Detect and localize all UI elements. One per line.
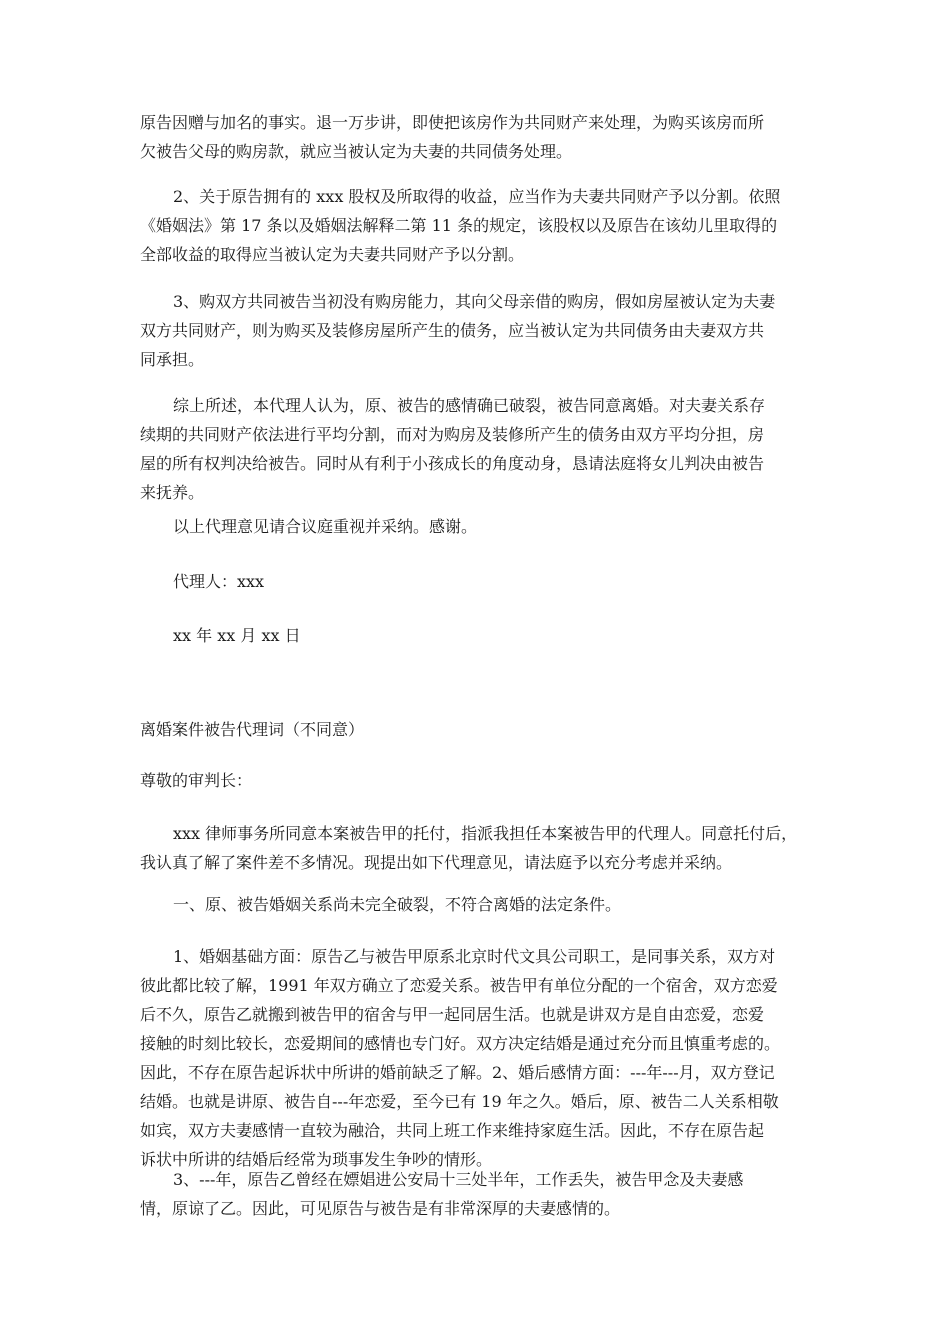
text-line: 如宾，双方夫妻感情一直较为融洽，共同上班工作来维持家庭生活。因此，不存在原告起 [140,1121,765,1140]
text-line: 彼此都比较了解，1991 年双方确立了恋爱关系。被告甲有单位分配的一个宿舍，双方恋爱 [140,976,778,995]
salutation [140,766,820,795]
text-line: 1、婚姻基础方面：原告乙与被告甲原系北京时代文具公司职工，是同事关系，双方对 [173,947,776,966]
text-line: 后不久，原告乙就搬到被告甲的宿舍与甲一起同居生活。也就是讲双方是自由恋爱，恋爱 [140,1005,765,1024]
text-line: xx 年 xx 月 xx 日 [173,626,301,645]
paragraph-gift-name-fact [140,108,820,166]
text-line: 因此，不存在原告起诉状中所讲的婚前缺乏了解。2、婚后感情方面：---年---月，双方登记 [140,1063,775,1082]
signature-date [140,621,820,650]
text-line: 续期的共同财产依法进行平均分割，而对为购房及装修所产生的债务由双方平均分担，房 [140,425,765,444]
text-line: 3、购双方共同被告当初没有购房能力，其向父母亲借的购房，假如房屋被认定为夫妻 [173,292,776,311]
paragraph-conclusion [140,391,820,507]
text-line: 原告因赠与加名的事实。退一万步讲，即使把该房作为共同财产来处理，为购买该房而所 [140,113,765,132]
text-line: 《婚姻法》第 17 条以及婚姻法解释二第 11 条的规定，该股权以及原告在该幼儿里取得的 [140,216,778,235]
text-line: 屋的所有权判决给被告。同时从有利于小孩成长的角度动身，恳请法庭将女儿判决由被告 [140,454,765,473]
text-line: 2、关于原告拥有的 xxx 股权及所取得的收益，应当作为夫妻共同财产予以分割。依照 [173,187,781,206]
text-line: 欠被告父母的购房款，就应当被认定为夫妻的共同债务处理。 [140,142,573,161]
text-line: 3、---年，原告乙曾经在嫖娼进公安局十三处半年，工作丢失，被告甲念及夫妻感 [173,1170,744,1189]
heading-marriage-not-broken [140,890,820,919]
paragraph-engagement [140,819,820,877]
text-line: 接触的时刻比较长，恋爱期间的感情也专门好。双方决定结婚是通过充分而且慎重考虑的。 [140,1034,781,1053]
text-line: 尊敬的审判长： [140,771,253,790]
text-line: 离婚案件被告代理词（不同意） [140,720,365,739]
text-line: 以上代理意见请合议庭重视并采纳。感谢。 [173,517,478,536]
paragraph-marriage-basis [140,942,820,1174]
section-title [140,715,820,744]
text-line: 诉状中所讲的结婚后经常为琐事发生争吵的情形。 [140,1150,493,1169]
text-line: 结婚。也就是讲原、被告自---年恋爱，至今已有 19 年之久。婚后，原、被告二人关系相敬 [140,1092,779,1111]
paragraph-joint-debt [140,287,820,374]
text-line: xxx 律师事务所同意本案被告甲的托付，指派我担任本案被告甲的代理人。同意托付后， [173,824,798,843]
text-line: 我认真了解了案件差不多情况。现提出如下代理意见，请法庭予以充分考虑并采纳。 [140,853,733,872]
text-line: 代理人：xxx [173,572,265,591]
text-line: 双方共同财产，则为购买及装修房屋所产生的债务，应当被认定为共同债务由夫妻双方共 [140,321,765,340]
paragraph-closing-thanks [140,512,820,541]
paragraph-forgiveness [140,1165,820,1223]
text-line: 一、原、被告婚姻关系尚未完全破裂，不符合离婚的法定条件。 [173,895,622,914]
text-line: 同承担。 [140,350,205,369]
text-line: 来抚养。 [140,483,205,502]
agent-signature [140,567,820,596]
text-line: 情，原谅了乙。因此，可见原告与被告是有非常深厚的夫妻感情的。 [140,1199,621,1218]
paragraph-equity-division [140,182,820,269]
text-line: 全部收益的取得应当被认定为夫妻共同财产予以分割。 [140,245,525,264]
text-line: 综上所述，本代理人认为，原、被告的感情确已破裂，被告同意离婚。对夫妻关系存 [173,396,766,415]
